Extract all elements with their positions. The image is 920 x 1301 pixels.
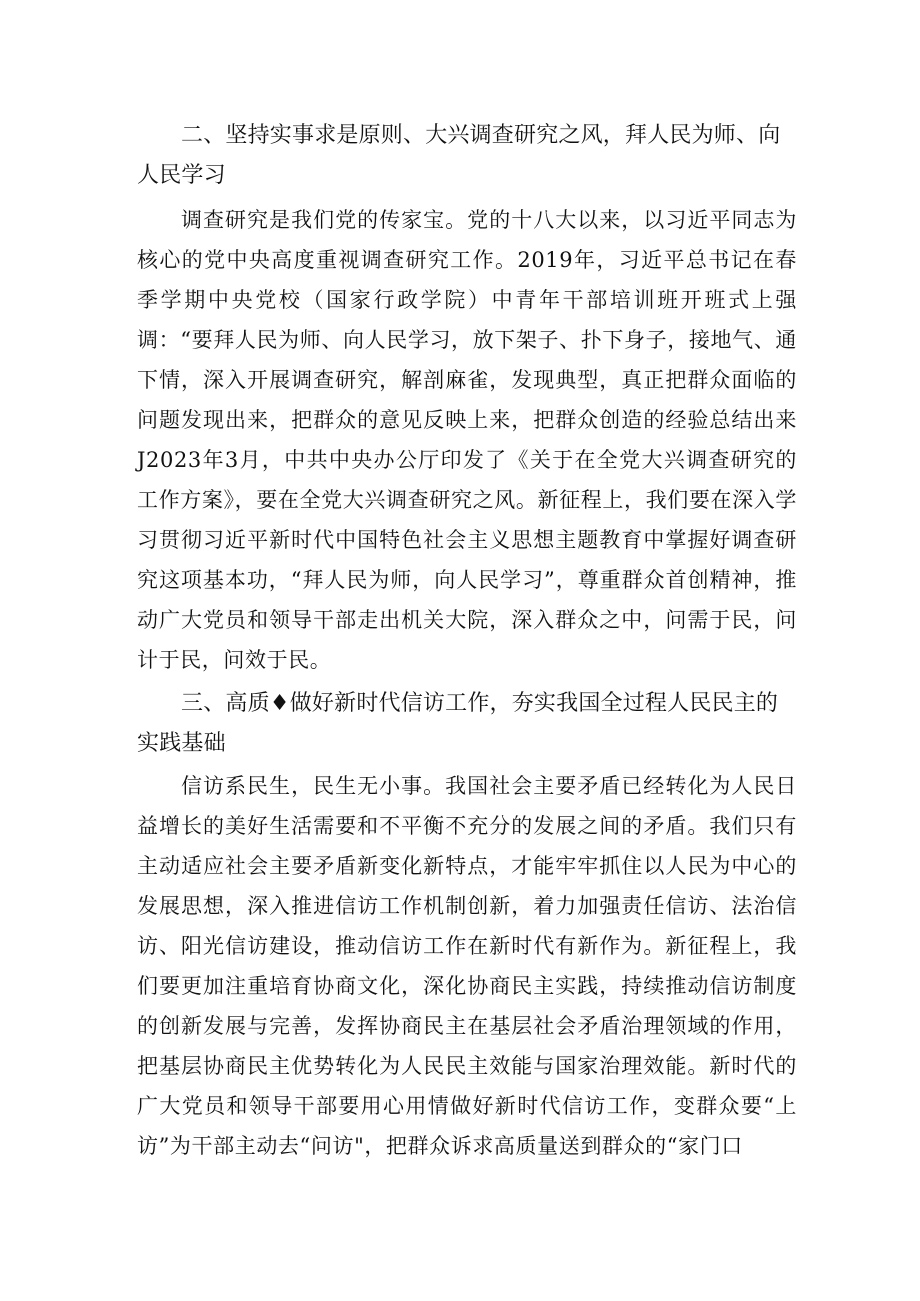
section-heading-2: 二、坚持实事求是原则、大兴调查研究之风，拜人民为师、向人民学习: [137, 123, 781, 188]
document-body: [137, 116, 797, 1166]
section-paragraph-2: 调查研究是我们党的传家宝。党的十八大以来，以习近平同志为核心的党中央高度重视调查研究工作。2019年，习近平总书记在春季学期中央党校（国家行政学院）中青年干部培训班开班式上强调：“要拜人民为师、向人民学习，放下架子、扑下身子，接地气、通下情，深入开展调查研究，解剖麻雀，发现典型，真正把群众面临的问题发现出来，把群众的意见反映上来，把群众创造的经验总结出来J2023年3月，中共中央办公厅印发了《关于在全党大兴调查研究的工作方案》，要在全党大兴调查研究之风。新征程上，我们要在深入学习贯彻习近平新时代中国特色社会主义思想主题教育中掌握好调查研究这项基本功，“拜人民为师，向人民学习”，尊重群众首创精神，推动广大党员和领导干部走出机关大院，深入群众之中，问需于民，问计于民，问效于民。: [137, 208, 797, 672]
section-paragraph-3: 信访系民生，民生无小事。我国社会主要矛盾已经转化为人民日益增长的美好生活需要和不平衡不充分的发展之间的矛盾。我们只有主动适应社会主要矛盾新变化新特点，才能牢牢抓住以人民为中心的发展思想，深入推进信访工作机制创新，着力加强责任信访、法治信访、阳光信访建设，推动信访工作在新时代有新作为。新征程上，我们要更加注重培育协商文化，深化协商民主实践，持续推动信访制度的创新发展与完善，发挥协商民主在基层社会矛盾治理领域的作用，把基层协商民主优势转化为人民民主效能与国家治理效能。新时代的广大党员和领导干部要用心用情做好新时代信访工作，变群众要“上访”为干部主动去“问访"，把群众诉求高质量送到群众的“家门口: [137, 774, 797, 1158]
section-heading-3: 三、高质♦做好新时代信访工作，夯实我国全过程人民民主的实践基础: [137, 691, 779, 756]
